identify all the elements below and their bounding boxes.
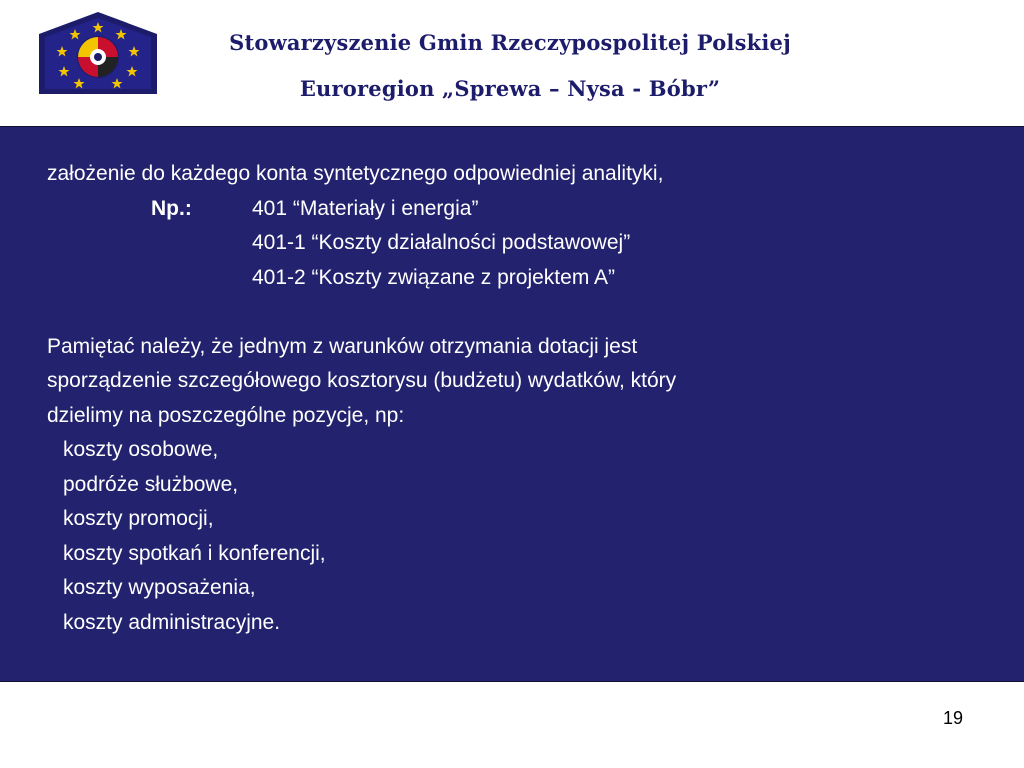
example-label: Np.: <box>151 196 192 220</box>
account-item: 401-2 “Koszty związane z projektem A” <box>252 265 615 289</box>
header-title-line2: Euroregion „Sprewa – Nysa - Bóbr” <box>299 76 721 101</box>
list-item: koszty spotkań i konferencji, <box>63 541 326 565</box>
euroregion-logo <box>33 10 163 96</box>
list-item: koszty wyposażenia, <box>63 576 256 599</box>
list-item: koszty administracyjne. <box>63 610 281 634</box>
account-item: 401 “Materiały i energia” <box>252 196 479 220</box>
header-title-line1: Stowarzyszenie Gmin Rzeczypospolitej Polskiej <box>229 30 791 55</box>
logo-graphic <box>33 10 163 96</box>
example-row <box>47 192 977 227</box>
content-panel <box>0 126 1024 682</box>
list-item: koszty promocji, <box>63 507 214 530</box>
intro-text: założenie do każdego konta syntetycznego odpowiedniej analityki, <box>47 162 664 185</box>
spacer <box>47 295 977 330</box>
page-number: 19 <box>942 708 963 728</box>
list-item: podróże służbowe, <box>63 472 239 496</box>
paragraph-line: dzielimy na poszczególne pozycje, np: <box>47 403 405 427</box>
paragraph-line: sporządzenie szczegółowego kosztorysu (budżetu) wydatków, który <box>47 369 677 392</box>
example-row <box>47 261 977 296</box>
content-text <box>47 157 977 640</box>
list-item: koszty osobowe, <box>63 438 219 461</box>
account-item: 401-1 “Koszty działalności podstawowej” <box>252 231 631 254</box>
paragraph-line: Pamiętać należy, że jednym z warunków otrzymania dotacji jest <box>47 334 638 358</box>
example-row <box>47 226 977 261</box>
